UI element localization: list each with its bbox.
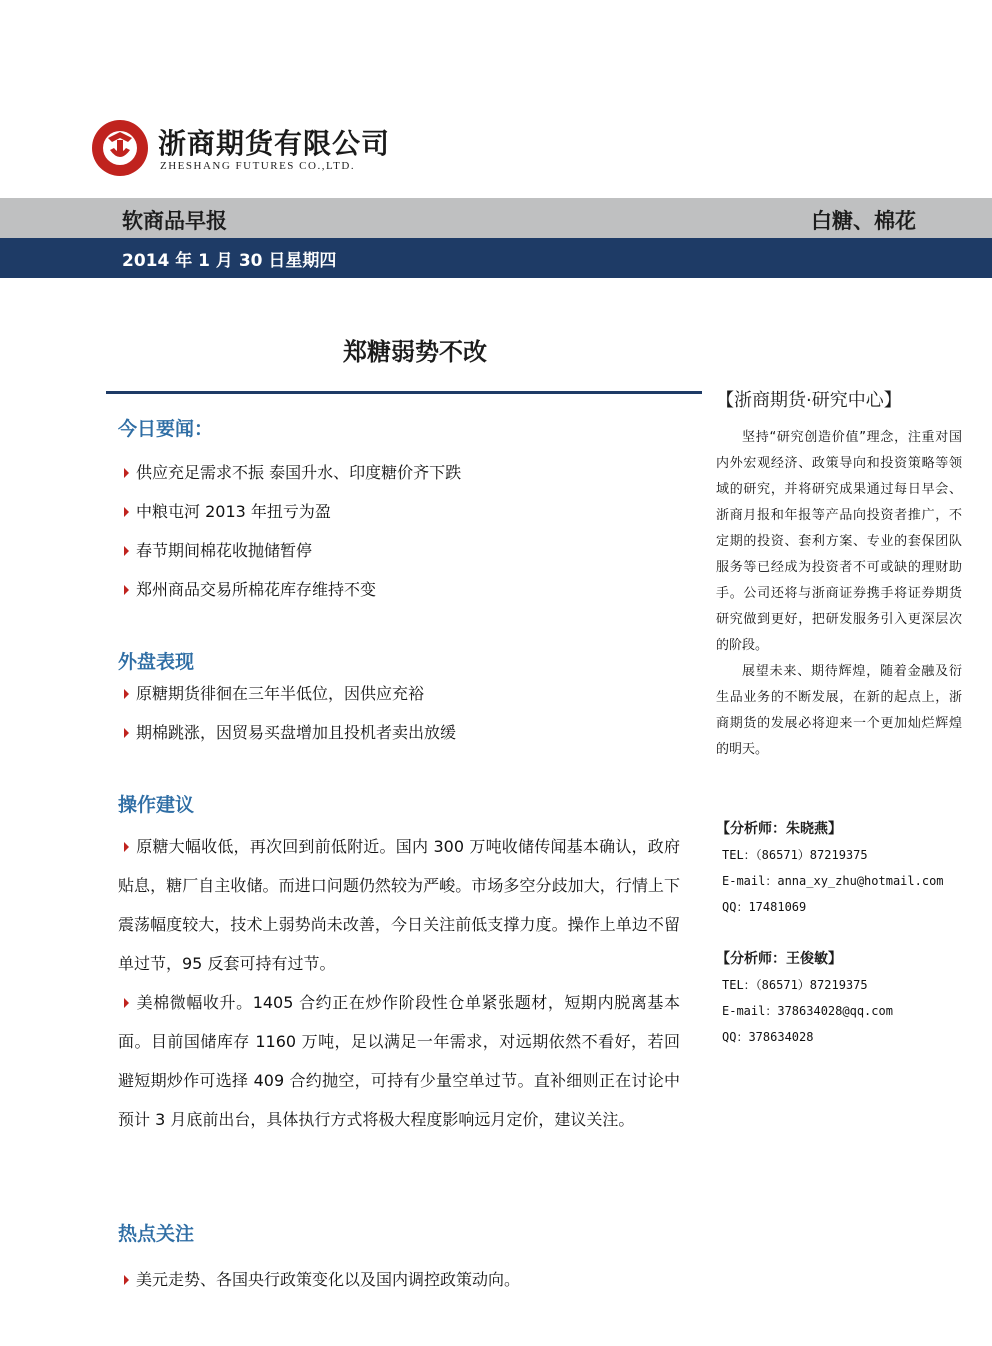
company-logo (90, 118, 390, 180)
analyst-tel: TEL：（86571）87219375 (722, 978, 868, 992)
sidebar-intro (716, 425, 962, 763)
bullet-arrow-icon (124, 585, 129, 595)
analyst-tel: TEL：（86571）87219375 (722, 848, 868, 862)
page-title: 郑糖弱势不改 (343, 338, 487, 366)
bullet-arrow-icon (124, 546, 129, 556)
news-item: 春节期间棉花收抛储暂停 (124, 538, 312, 561)
overseas-item: 期棉跳涨，因贸易买盘增加且投机者卖出放缓 (124, 720, 456, 743)
sidebar-paragraph: 展望未来、期待辉煌，随着金融及衍生品业务的不断发展，在新的起点上，浙商期货的发展必将迎来一个更加灿烂辉煌的明天。 (716, 664, 962, 757)
news-item: 郑州商品交易所棉花库存维持不变 (124, 577, 376, 600)
section-title-advice: 操作建议 (118, 794, 195, 816)
analyst-name: 【分析师：朱晓燕】 (716, 821, 842, 837)
bullet-arrow-icon (124, 468, 129, 478)
bullet-arrow-icon (124, 728, 129, 738)
report-products: 白糖、棉花 (811, 209, 916, 233)
bullet-arrow-icon (124, 689, 129, 699)
bullet-arrow-icon (124, 998, 129, 1008)
bullet-arrow-icon (124, 1275, 129, 1285)
analyst-qq: QQ：17481069 (722, 900, 807, 914)
advice-paragraph-sugar: 原糖大幅收低，再次回到前低附近。国内 300 万吨收储传闻基本确认，政府贴息，糖厂自主收储。而进口问题仍然较为严峻。市场多空分歧加大，行情上下震荡幅度较大，技术上弱势尚未改善，今日关注前低支撑力度。操作上单边不留单过节，95 反套可持有过节。 (118, 837, 680, 973)
section-title-overseas: 外盘表现 (118, 651, 195, 673)
hotspot-item: 美元走势、各国央行政策变化以及国内调控政策动向。 (124, 1267, 520, 1290)
analyst-qq: QQ：378634028 (722, 1030, 814, 1044)
logo-emblem-icon (90, 118, 150, 178)
bullet-arrow-icon (124, 507, 129, 517)
section-title-news: 今日要闻： (118, 418, 214, 440)
headline-divider (106, 391, 702, 394)
report-type: 软商品早报 (122, 209, 227, 233)
section-title-hotspot: 热点关注 (118, 1223, 195, 1245)
sidebar-title: 【浙商期货·研究中心】 (716, 390, 902, 411)
company-name-en: ZHESHANG FUTURES CO.,LTD. (160, 160, 356, 172)
sidebar-paragraph: 坚持“研究创造价值”理念，注重对国内外宏观经济、政策导向和投资策略等领域的研究，并将研究成果通过每日早会、浙商月报和年报等产品向投资者推广，不定期的投资、套利方案、专业的套保团队服务等已经成为投资者不可或缺的理财助手。公司还将与浙商证券携手将证券期货研究做到更好，把研发服务引入更深层次的阶段。 (716, 430, 962, 653)
news-item: 供应充足需求不振 泰国升水、印度糖价齐下跌 (124, 460, 461, 483)
company-name-cn: 浙商期货有限公司 (158, 127, 391, 160)
overseas-item: 原糖期货徘徊在三年半低位，因供应充裕 (124, 681, 424, 704)
bullet-arrow-icon (124, 842, 129, 852)
report-date: 2014 年 1 月 30 日星期四 (122, 251, 337, 271)
analyst-name: 【分析师：王俊敏】 (716, 951, 842, 967)
analyst-email[interactable]: E-mail：378634028@qq.com (722, 1004, 893, 1018)
news-item: 中粮屯河 2013 年扭亏为盈 (124, 499, 331, 522)
analyst-email[interactable]: E-mail：anna_xy_zhu@hotmail.com (722, 874, 944, 888)
advice-paragraph-cotton: 美棉微幅收升。1405 合约正在炒作阶段性仓单紧张题材，短期内脱离基本面。目前国储库存 1160 万吨，足以满足一年需求，对远期依然不看好，若回避短期炒作可选择 409 合约抛空，可持有少量空单过节。直补细则正在讨论中预计 3 月底前出台，具体执行方式将极大程度影响远月定价，建议关注。 (118, 993, 680, 1129)
